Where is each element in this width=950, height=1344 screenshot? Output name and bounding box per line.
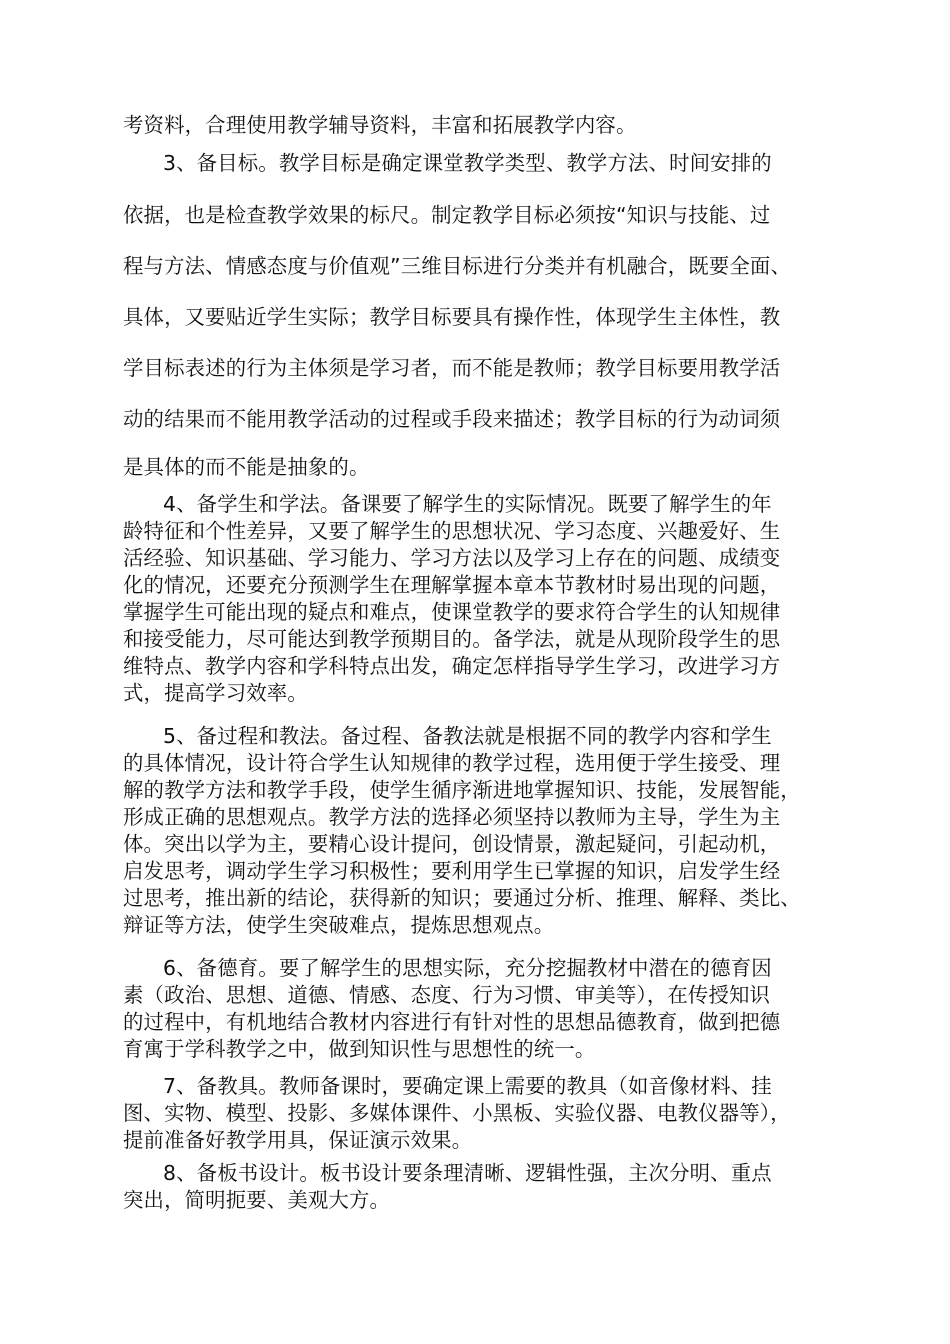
section-3-heading-line: 3、备目标。教学目标是确定课堂教学类型、教学方法、时间安排的: [163, 151, 772, 175]
text-line: 龄特征和个性差异，又要了解学生的思想状况、学习态度、兴趣爱好、生: [123, 519, 781, 543]
text-line: 是具体的而不能是抽象的。: [123, 455, 370, 479]
text-line: 动的结果而不能用教学活动的过程或手段来描述；教学目标的行为动词须: [123, 407, 781, 431]
text-line: 和接受能力，尽可能达到教学预期目的。备学法，就是从现阶段学生的思: [123, 627, 781, 651]
text-line: 解的教学方法和教学手段，使学生循序渐进地掌握知识、技能，发展智能，: [123, 778, 801, 802]
section-4-heading-line: 4、备学生和学法。备课要了解学生的实际情况。既要了解学生的年: [163, 492, 772, 516]
section-6-heading-line: 6、备德育。要了解学生的思想实际，充分挖掘教材中潜在的德育因: [163, 956, 772, 980]
text-line: 具体，又要贴近学生实际；教学目标要具有操作性，体现学生主体性，教: [123, 305, 781, 329]
text-line: 程与方法、情感态度与价值观”三维目标进行分类并有机融合，既要全面、: [123, 254, 792, 278]
text-line: 提前准备好教学用具，保证演示效果。: [123, 1128, 473, 1152]
section-7-heading-line: 7、备教具。教师备课时，要确定课上需要的教具（如音像材料、挂: [163, 1074, 772, 1098]
text-line: 的过程中，有机地结合教材内容进行有针对性的思想品德教育，做到把德: [123, 1010, 781, 1034]
text-line: 掌握学生可能出现的疑点和难点，使课堂教学的要求符合学生的认知规律: [123, 600, 781, 624]
text-line: 学目标表述的行为主体须是学习者，而不能是教师；教学目标要用教学活: [123, 356, 781, 380]
section-8-heading-line: 8、备板书设计。板书设计要条理清晰、逻辑性强，主次分明、重点: [163, 1161, 772, 1185]
text-line: 式，提高学习效率。: [123, 681, 308, 705]
text-line: 育寓于学科教学之中，做到知识性与思想性的统一。: [123, 1037, 596, 1061]
text-line: 体。突出以学为主，要精心设计提问，创设情景，激起疑问，引起动机，: [123, 832, 781, 856]
text-line: 突出，简明扼要、美观大方。: [123, 1188, 391, 1212]
text-line: 过思考，推出新的结论，获得新的知识；要通过分析、推理、解释、类比、: [123, 886, 801, 910]
section-5-heading-line: 5、备过程和教法。备过程、备教法就是根据不同的教学内容和学生: [163, 724, 772, 748]
text-line: 形成正确的思想观点。教学方法的选择必须坚持以教师为主导，学生为主: [123, 805, 781, 829]
text-line: 考资料，合理使用教学辅导资料，丰富和拓展教学内容。: [123, 113, 637, 137]
text-line: 化的情况，还要充分预测学生在理解掌握本章本节教材时易出现的问题，: [123, 573, 781, 597]
text-line: 图、实物、模型、投影、多媒体课件、小黑板、实验仪器、电教仪器等），: [123, 1101, 791, 1125]
text-line: 依据，也是检查教学效果的标尺。制定教学目标必须按“知识与技能、过: [123, 203, 771, 227]
text-line: 素（政治、思想、道德、情感、态度、行为习惯、审美等），在传授知识: [123, 983, 771, 1007]
text-line: 辩证等方法，使学生突破难点，提炼思想观点。: [123, 913, 555, 937]
text-line: 维特点、教学内容和学科特点出发，确定怎样指导学生学习，改进学习方: [123, 654, 781, 678]
text-line: 的具体情况，设计符合学生认知规律的教学过程，选用便于学生接受、理: [123, 751, 781, 775]
text-line: 启发思考，调动学生学习积极性；要利用学生已掌握的知识，启发学生经: [123, 859, 781, 883]
text-line: 活经验、知识基础、学习能力、学习方法以及学习上存在的问题、成绩变: [123, 546, 781, 570]
